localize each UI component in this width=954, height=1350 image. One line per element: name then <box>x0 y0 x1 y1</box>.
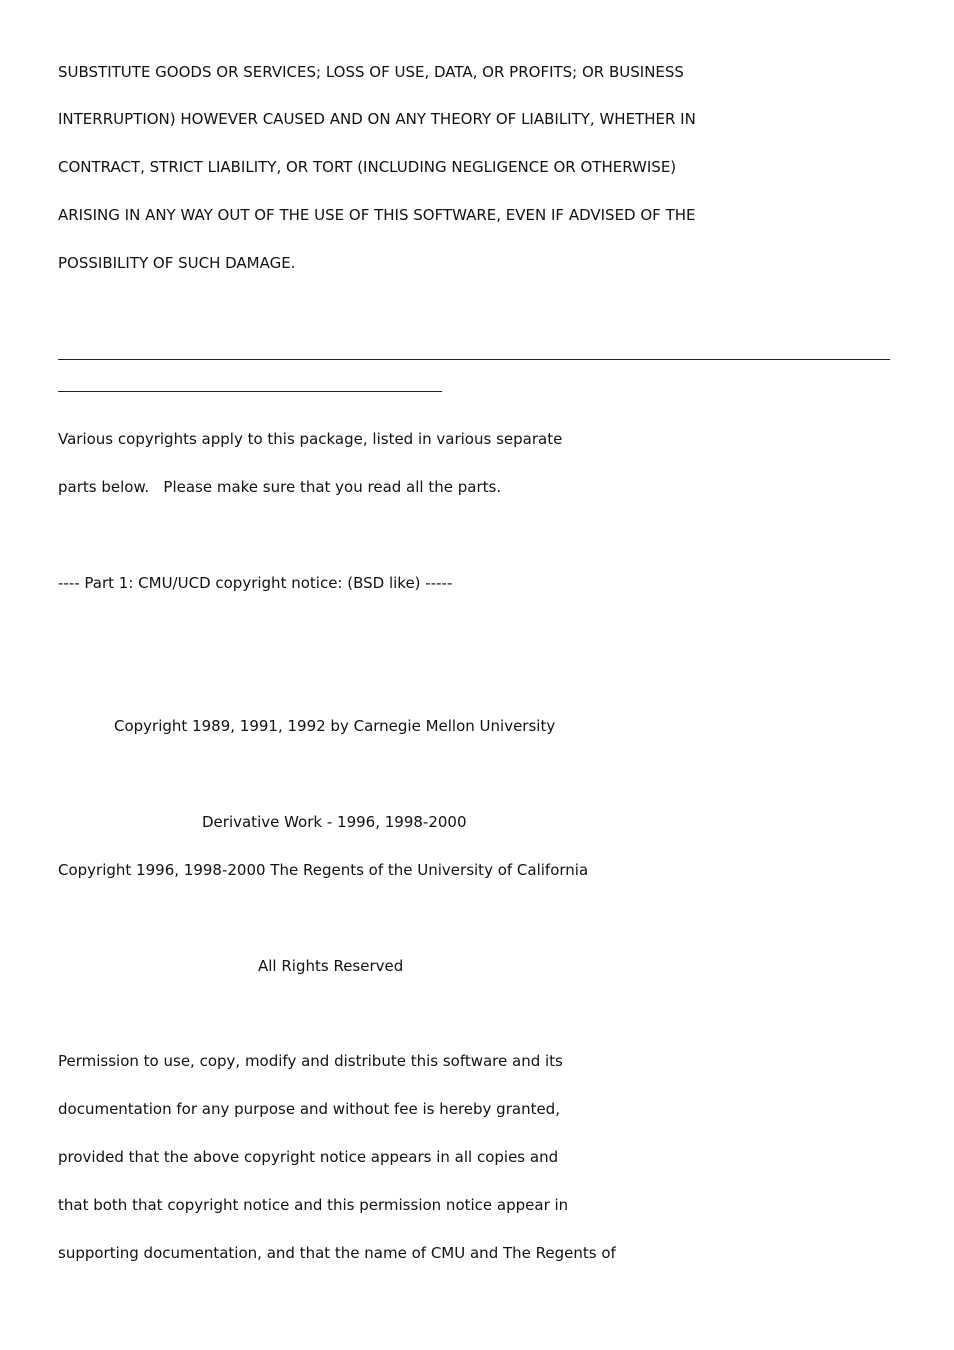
disclaimer-line: INTERRUPTION) HOWEVER CAUSED AND ON ANY THEORY OF LIABILITY, WHETHER IN <box>58 110 696 128</box>
permission-line: Permission to use, copy, modify and distribute this software and its <box>58 1052 563 1070</box>
copyright-uc: Copyright 1996, 1998-2000 The Regents of the University of California <box>58 861 589 879</box>
disclaimer-line: CONTRACT, STRICT LIABILITY, OR TORT (INCLUDING NEGLIGENCE OR OTHERWISE) <box>58 158 677 176</box>
separator-rule <box>58 359 890 360</box>
permission-line: that both that copyright notice and this permission notice appear in <box>58 1196 569 1214</box>
separator-rule-short <box>58 391 442 392</box>
disclaimer-line: SUBSTITUTE GOODS OR SERVICES; LOSS OF USE, DATA, OR PROFITS; OR BUSINESS <box>58 63 684 81</box>
permission-line: supporting documentation, and that the name of CMU and The Regents of <box>58 1244 616 1262</box>
all-rights-reserved: All Rights Reserved <box>258 957 404 975</box>
permission-line: documentation for any purpose and without fee is hereby granted, <box>58 1100 560 1118</box>
disclaimer-line: ARISING IN ANY WAY OUT OF THE USE OF THIS SOFTWARE, EVEN IF ADVISED OF THE <box>58 206 696 224</box>
intro-line: Various copyrights apply to this package, listed in various separate <box>58 430 563 448</box>
intro-line: parts below. Please make sure that you read all the parts. <box>58 478 502 496</box>
derivative-work: Derivative Work - 1996, 1998-2000 <box>202 813 467 831</box>
part1-heading: ---- Part 1: CMU/UCD copyright notice: (BSD like) ----- <box>58 574 453 592</box>
disclaimer-line: POSSIBILITY OF SUCH DAMAGE. <box>58 254 296 272</box>
permission-line: provided that the above copyright notice appears in all copies and <box>58 1148 559 1166</box>
copyright-cmu: Copyright 1989, 1991, 1992 by Carnegie Mellon University <box>114 717 556 735</box>
